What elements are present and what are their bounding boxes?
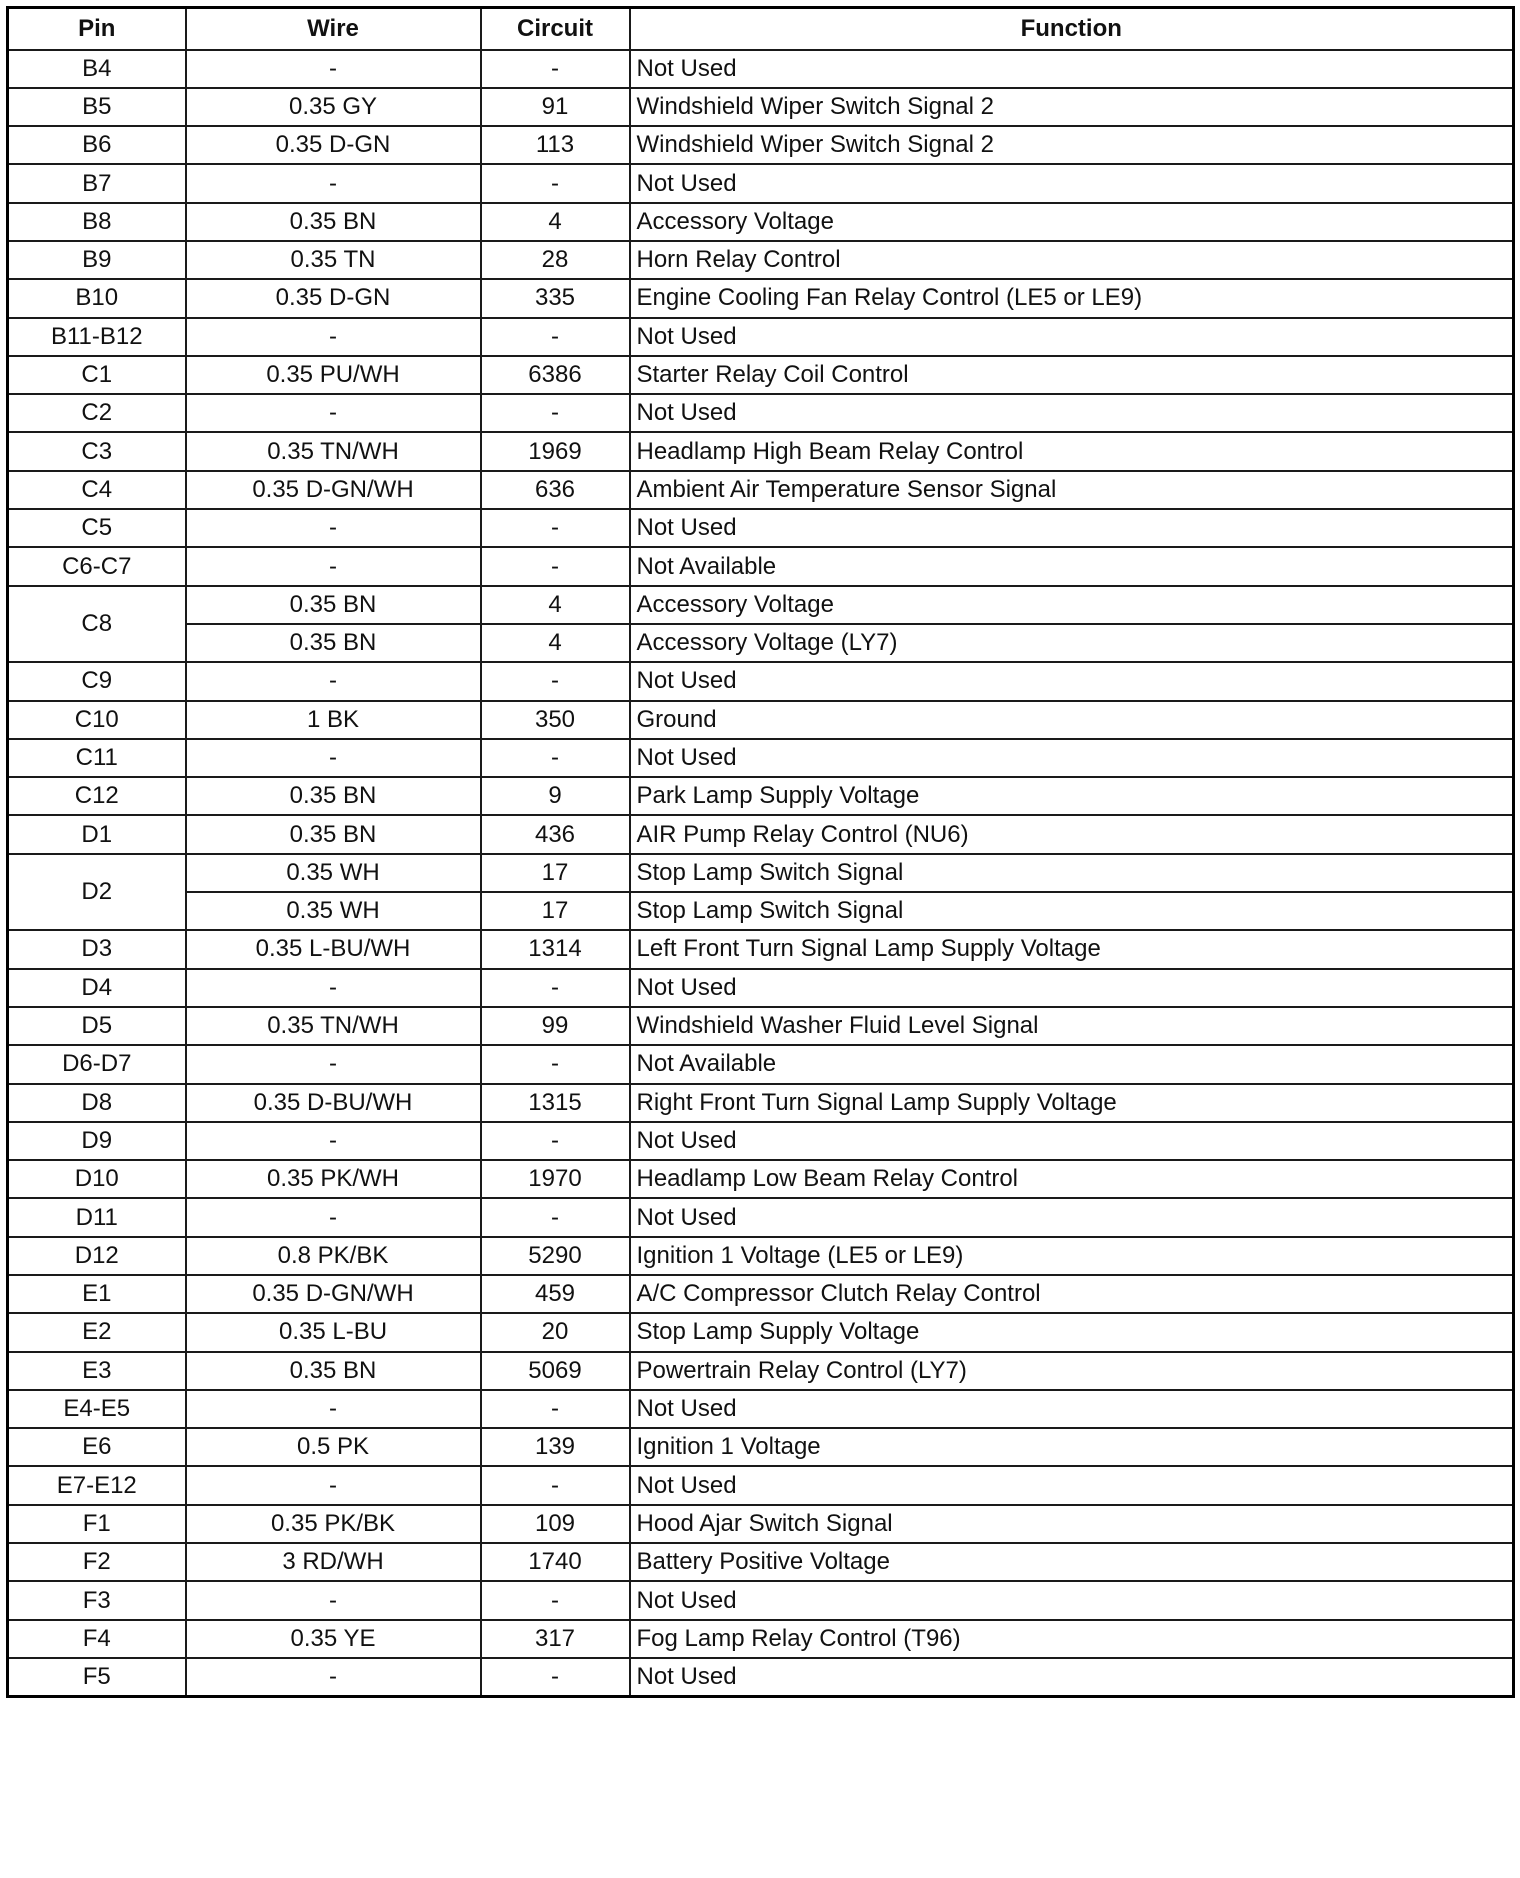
connector-pinout-table xyxy=(6,6,1515,1698)
function-cell: Windshield Wiper Switch Signal 2 xyxy=(630,126,1514,164)
function-cell: Not Used xyxy=(630,1581,1514,1619)
function-cell: Not Used xyxy=(630,1658,1514,1696)
function-cell: Ignition 1 Voltage (LE5 or LE9) xyxy=(630,1237,1514,1275)
circuit-cell: 4 xyxy=(481,624,630,662)
wire-cell: 0.35 D-GN/WH xyxy=(186,471,481,509)
wire-cell: 0.35 TN/WH xyxy=(186,1007,481,1045)
wire-cell: 0.35 TN/WH xyxy=(186,432,481,470)
pin-cell: F4 xyxy=(8,1620,186,1658)
pin-cell: B8 xyxy=(8,203,186,241)
function-cell: Accessory Voltage xyxy=(630,586,1514,624)
table-row xyxy=(8,1620,1514,1658)
function-cell: Headlamp High Beam Relay Control xyxy=(630,432,1514,470)
wire-cell: 0.35 GY xyxy=(186,88,481,126)
table-row xyxy=(8,50,1514,88)
pin-cell: C5 xyxy=(8,509,186,547)
function-cell: Ambient Air Temperature Sensor Signal xyxy=(630,471,1514,509)
header-row xyxy=(8,8,1514,50)
table-row xyxy=(8,739,1514,777)
wire-cell: 0.5 PK xyxy=(186,1428,481,1466)
wire-cell: 0.35 D-GN xyxy=(186,279,481,317)
wire-cell: - xyxy=(186,1198,481,1236)
pin-cell: F1 xyxy=(8,1505,186,1543)
pinout-table-container xyxy=(6,6,1512,1698)
table-row xyxy=(8,586,1514,624)
function-cell: Ground xyxy=(630,701,1514,739)
wire-cell: 0.35 PU/WH xyxy=(186,356,481,394)
wire-cell: 0.35 TN xyxy=(186,241,481,279)
circuit-cell: - xyxy=(481,547,630,585)
pin-cell: D5 xyxy=(8,1007,186,1045)
wire-cell: - xyxy=(186,1045,481,1083)
wire-cell: - xyxy=(186,1658,481,1696)
wire-cell: 0.35 PK/WH xyxy=(186,1160,481,1198)
table-row xyxy=(8,969,1514,1007)
function-cell: Not Used xyxy=(630,739,1514,777)
function-cell: Not Used xyxy=(630,1198,1514,1236)
function-cell: Left Front Turn Signal Lamp Supply Voltage xyxy=(630,930,1514,968)
function-cell: Hood Ajar Switch Signal xyxy=(630,1505,1514,1543)
pin-cell: E3 xyxy=(8,1352,186,1390)
pin-cell: D8 xyxy=(8,1084,186,1122)
pin-cell: E2 xyxy=(8,1313,186,1351)
table-row xyxy=(8,701,1514,739)
wire-cell: - xyxy=(186,662,481,700)
wire-cell: - xyxy=(186,969,481,1007)
table-row xyxy=(8,471,1514,509)
pin-cell: B7 xyxy=(8,164,186,202)
circuit-cell: 113 xyxy=(481,126,630,164)
circuit-cell: 6386 xyxy=(481,356,630,394)
circuit-cell: 636 xyxy=(481,471,630,509)
circuit-cell: - xyxy=(481,662,630,700)
function-cell: Not Available xyxy=(630,547,1514,585)
table-row xyxy=(8,1160,1514,1198)
wire-cell: 0.35 WH xyxy=(186,892,481,930)
function-cell: Not Used xyxy=(630,969,1514,1007)
wire-cell: - xyxy=(186,1466,481,1504)
table-row xyxy=(8,547,1514,585)
table-row xyxy=(8,1237,1514,1275)
table-row xyxy=(8,1543,1514,1581)
circuit-cell: - xyxy=(481,394,630,432)
function-cell: Not Used xyxy=(630,1390,1514,1428)
pin-cell: C3 xyxy=(8,432,186,470)
wire-cell: 0.35 L-BU xyxy=(186,1313,481,1351)
function-cell: Horn Relay Control xyxy=(630,241,1514,279)
pin-cell: E1 xyxy=(8,1275,186,1313)
function-cell: Fog Lamp Relay Control (T96) xyxy=(630,1620,1514,1658)
wire-cell: - xyxy=(186,164,481,202)
wire-cell: - xyxy=(186,318,481,356)
circuit-cell: - xyxy=(481,1581,630,1619)
circuit-cell: 317 xyxy=(481,1620,630,1658)
function-cell: Stop Lamp Switch Signal xyxy=(630,854,1514,892)
circuit-cell: - xyxy=(481,1122,630,1160)
function-cell: Right Front Turn Signal Lamp Supply Voltage xyxy=(630,1084,1514,1122)
table-row xyxy=(8,1428,1514,1466)
pin-cell: B6 xyxy=(8,126,186,164)
wire-cell: 0.35 L-BU/WH xyxy=(186,930,481,968)
function-cell: Headlamp Low Beam Relay Control xyxy=(630,1160,1514,1198)
table-row xyxy=(8,509,1514,547)
function-cell: Accessory Voltage xyxy=(630,203,1514,241)
table-row xyxy=(8,1045,1514,1083)
function-cell: Not Used xyxy=(630,164,1514,202)
circuit-cell: - xyxy=(481,50,630,88)
circuit-cell: 139 xyxy=(481,1428,630,1466)
circuit-cell: - xyxy=(481,318,630,356)
function-cell: Not Used xyxy=(630,509,1514,547)
function-cell: Not Used xyxy=(630,394,1514,432)
table-row xyxy=(8,279,1514,317)
pin-cell: D11 xyxy=(8,1198,186,1236)
function-cell: A/C Compressor Clutch Relay Control xyxy=(630,1275,1514,1313)
function-cell: Windshield Washer Fluid Level Signal xyxy=(630,1007,1514,1045)
wire-cell: 0.35 YE xyxy=(186,1620,481,1658)
pin-cell: C1 xyxy=(8,356,186,394)
pin-cell: E6 xyxy=(8,1428,186,1466)
circuit-cell: 20 xyxy=(481,1313,630,1351)
circuit-cell: 436 xyxy=(481,815,630,853)
circuit-cell: 1969 xyxy=(481,432,630,470)
pin-cell: C9 xyxy=(8,662,186,700)
pin-cell: B11-B12 xyxy=(8,318,186,356)
table-row xyxy=(8,1198,1514,1236)
function-cell: Not Used xyxy=(630,1466,1514,1504)
circuit-cell: 17 xyxy=(481,892,630,930)
pin-cell: F2 xyxy=(8,1543,186,1581)
function-cell: Ignition 1 Voltage xyxy=(630,1428,1514,1466)
wire-cell: 0.35 BN xyxy=(186,1352,481,1390)
table-row xyxy=(8,126,1514,164)
pin-cell: C8 xyxy=(8,586,186,663)
circuit-cell: 99 xyxy=(481,1007,630,1045)
pin-cell: C6-C7 xyxy=(8,547,186,585)
function-cell: Park Lamp Supply Voltage xyxy=(630,777,1514,815)
circuit-cell: - xyxy=(481,1658,630,1696)
table-row xyxy=(8,164,1514,202)
header-circuit: Circuit xyxy=(481,8,630,50)
wire-cell: 0.35 BN xyxy=(186,777,481,815)
table-row xyxy=(8,1505,1514,1543)
pin-cell: E7-E12 xyxy=(8,1466,186,1504)
pin-cell: B4 xyxy=(8,50,186,88)
circuit-cell: - xyxy=(481,509,630,547)
table-row xyxy=(8,432,1514,470)
circuit-cell: - xyxy=(481,1198,630,1236)
pin-cell: C12 xyxy=(8,777,186,815)
table-row xyxy=(8,624,1514,662)
wire-cell: 1 BK xyxy=(186,701,481,739)
function-cell: Not Used xyxy=(630,318,1514,356)
table-row xyxy=(8,1275,1514,1313)
pin-cell: D4 xyxy=(8,969,186,1007)
table-row xyxy=(8,1084,1514,1122)
table-row xyxy=(8,1352,1514,1390)
circuit-cell: - xyxy=(481,164,630,202)
wire-cell: 3 RD/WH xyxy=(186,1543,481,1581)
table-row xyxy=(8,356,1514,394)
circuit-cell: - xyxy=(481,1045,630,1083)
table-row xyxy=(8,1466,1514,1504)
pin-cell: D12 xyxy=(8,1237,186,1275)
table-row xyxy=(8,241,1514,279)
wire-cell: 0.35 D-GN/WH xyxy=(186,1275,481,1313)
pin-cell: D2 xyxy=(8,854,186,931)
circuit-cell: 335 xyxy=(481,279,630,317)
table-row xyxy=(8,1581,1514,1619)
pin-cell: B9 xyxy=(8,241,186,279)
function-cell: Stop Lamp Supply Voltage xyxy=(630,1313,1514,1351)
wire-cell: - xyxy=(186,547,481,585)
pin-cell: F5 xyxy=(8,1658,186,1696)
header-wire: Wire xyxy=(186,8,481,50)
wire-cell: 0.35 BN xyxy=(186,203,481,241)
function-cell: AIR Pump Relay Control (NU6) xyxy=(630,815,1514,853)
function-cell: Powertrain Relay Control (LY7) xyxy=(630,1352,1514,1390)
circuit-cell: 5069 xyxy=(481,1352,630,1390)
table-body xyxy=(8,50,1514,1697)
pin-cell: E4-E5 xyxy=(8,1390,186,1428)
table-row xyxy=(8,815,1514,853)
table-row xyxy=(8,930,1514,968)
function-cell: Accessory Voltage (LY7) xyxy=(630,624,1514,662)
function-cell: Windshield Wiper Switch Signal 2 xyxy=(630,88,1514,126)
function-cell: Not Used xyxy=(630,50,1514,88)
pin-cell: D3 xyxy=(8,930,186,968)
pin-cell: C2 xyxy=(8,394,186,432)
function-cell: Engine Cooling Fan Relay Control (LE5 or LE9) xyxy=(630,279,1514,317)
circuit-cell: 9 xyxy=(481,777,630,815)
header-pin: Pin xyxy=(8,8,186,50)
circuit-cell: 17 xyxy=(481,854,630,892)
header-function: Function xyxy=(630,8,1514,50)
wire-cell: 0.8 PK/BK xyxy=(186,1237,481,1275)
pin-cell: B5 xyxy=(8,88,186,126)
circuit-cell: 1314 xyxy=(481,930,630,968)
wire-cell: 0.35 D-GN xyxy=(186,126,481,164)
pin-cell: C11 xyxy=(8,739,186,777)
table-row xyxy=(8,662,1514,700)
wire-cell: - xyxy=(186,50,481,88)
circuit-cell: - xyxy=(481,1466,630,1504)
wire-cell: - xyxy=(186,739,481,777)
wire-cell: - xyxy=(186,1390,481,1428)
table-row xyxy=(8,1313,1514,1351)
table-row xyxy=(8,1390,1514,1428)
circuit-cell: 350 xyxy=(481,701,630,739)
wire-cell: 0.35 PK/BK xyxy=(186,1505,481,1543)
circuit-cell: - xyxy=(481,739,630,777)
function-cell: Not Used xyxy=(630,662,1514,700)
table-row xyxy=(8,892,1514,930)
table-row xyxy=(8,854,1514,892)
table-row xyxy=(8,203,1514,241)
wire-cell: 0.35 D-BU/WH xyxy=(186,1084,481,1122)
pin-cell: D10 xyxy=(8,1160,186,1198)
function-cell: Not Available xyxy=(630,1045,1514,1083)
circuit-cell: 109 xyxy=(481,1505,630,1543)
table-row xyxy=(8,318,1514,356)
circuit-cell: 1970 xyxy=(481,1160,630,1198)
circuit-cell: 91 xyxy=(481,88,630,126)
table-row xyxy=(8,88,1514,126)
wire-cell: - xyxy=(186,1122,481,1160)
wire-cell: 0.35 BN xyxy=(186,586,481,624)
wire-cell: 0.35 BN xyxy=(186,815,481,853)
circuit-cell: 1740 xyxy=(481,1543,630,1581)
function-cell: Starter Relay Coil Control xyxy=(630,356,1514,394)
circuit-cell: 4 xyxy=(481,203,630,241)
pin-cell: C10 xyxy=(8,701,186,739)
function-cell: Stop Lamp Switch Signal xyxy=(630,892,1514,930)
pin-cell: B10 xyxy=(8,279,186,317)
wire-cell: - xyxy=(186,394,481,432)
circuit-cell: 4 xyxy=(481,586,630,624)
wire-cell: - xyxy=(186,1581,481,1619)
pin-cell: D9 xyxy=(8,1122,186,1160)
circuit-cell: - xyxy=(481,1390,630,1428)
circuit-cell: 28 xyxy=(481,241,630,279)
table-header xyxy=(8,8,1514,50)
function-cell: Not Used xyxy=(630,1122,1514,1160)
pin-cell: C4 xyxy=(8,471,186,509)
function-cell: Battery Positive Voltage xyxy=(630,1543,1514,1581)
circuit-cell: 1315 xyxy=(481,1084,630,1122)
pin-cell: D1 xyxy=(8,815,186,853)
table-row xyxy=(8,394,1514,432)
circuit-cell: - xyxy=(481,969,630,1007)
wire-cell: - xyxy=(186,509,481,547)
table-row xyxy=(8,1122,1514,1160)
table-row xyxy=(8,1007,1514,1045)
wire-cell: 0.35 BN xyxy=(186,624,481,662)
table-row xyxy=(8,777,1514,815)
table-row xyxy=(8,1658,1514,1696)
circuit-cell: 5290 xyxy=(481,1237,630,1275)
wire-cell: 0.35 WH xyxy=(186,854,481,892)
circuit-cell: 459 xyxy=(481,1275,630,1313)
pin-cell: F3 xyxy=(8,1581,186,1619)
pin-cell: D6-D7 xyxy=(8,1045,186,1083)
